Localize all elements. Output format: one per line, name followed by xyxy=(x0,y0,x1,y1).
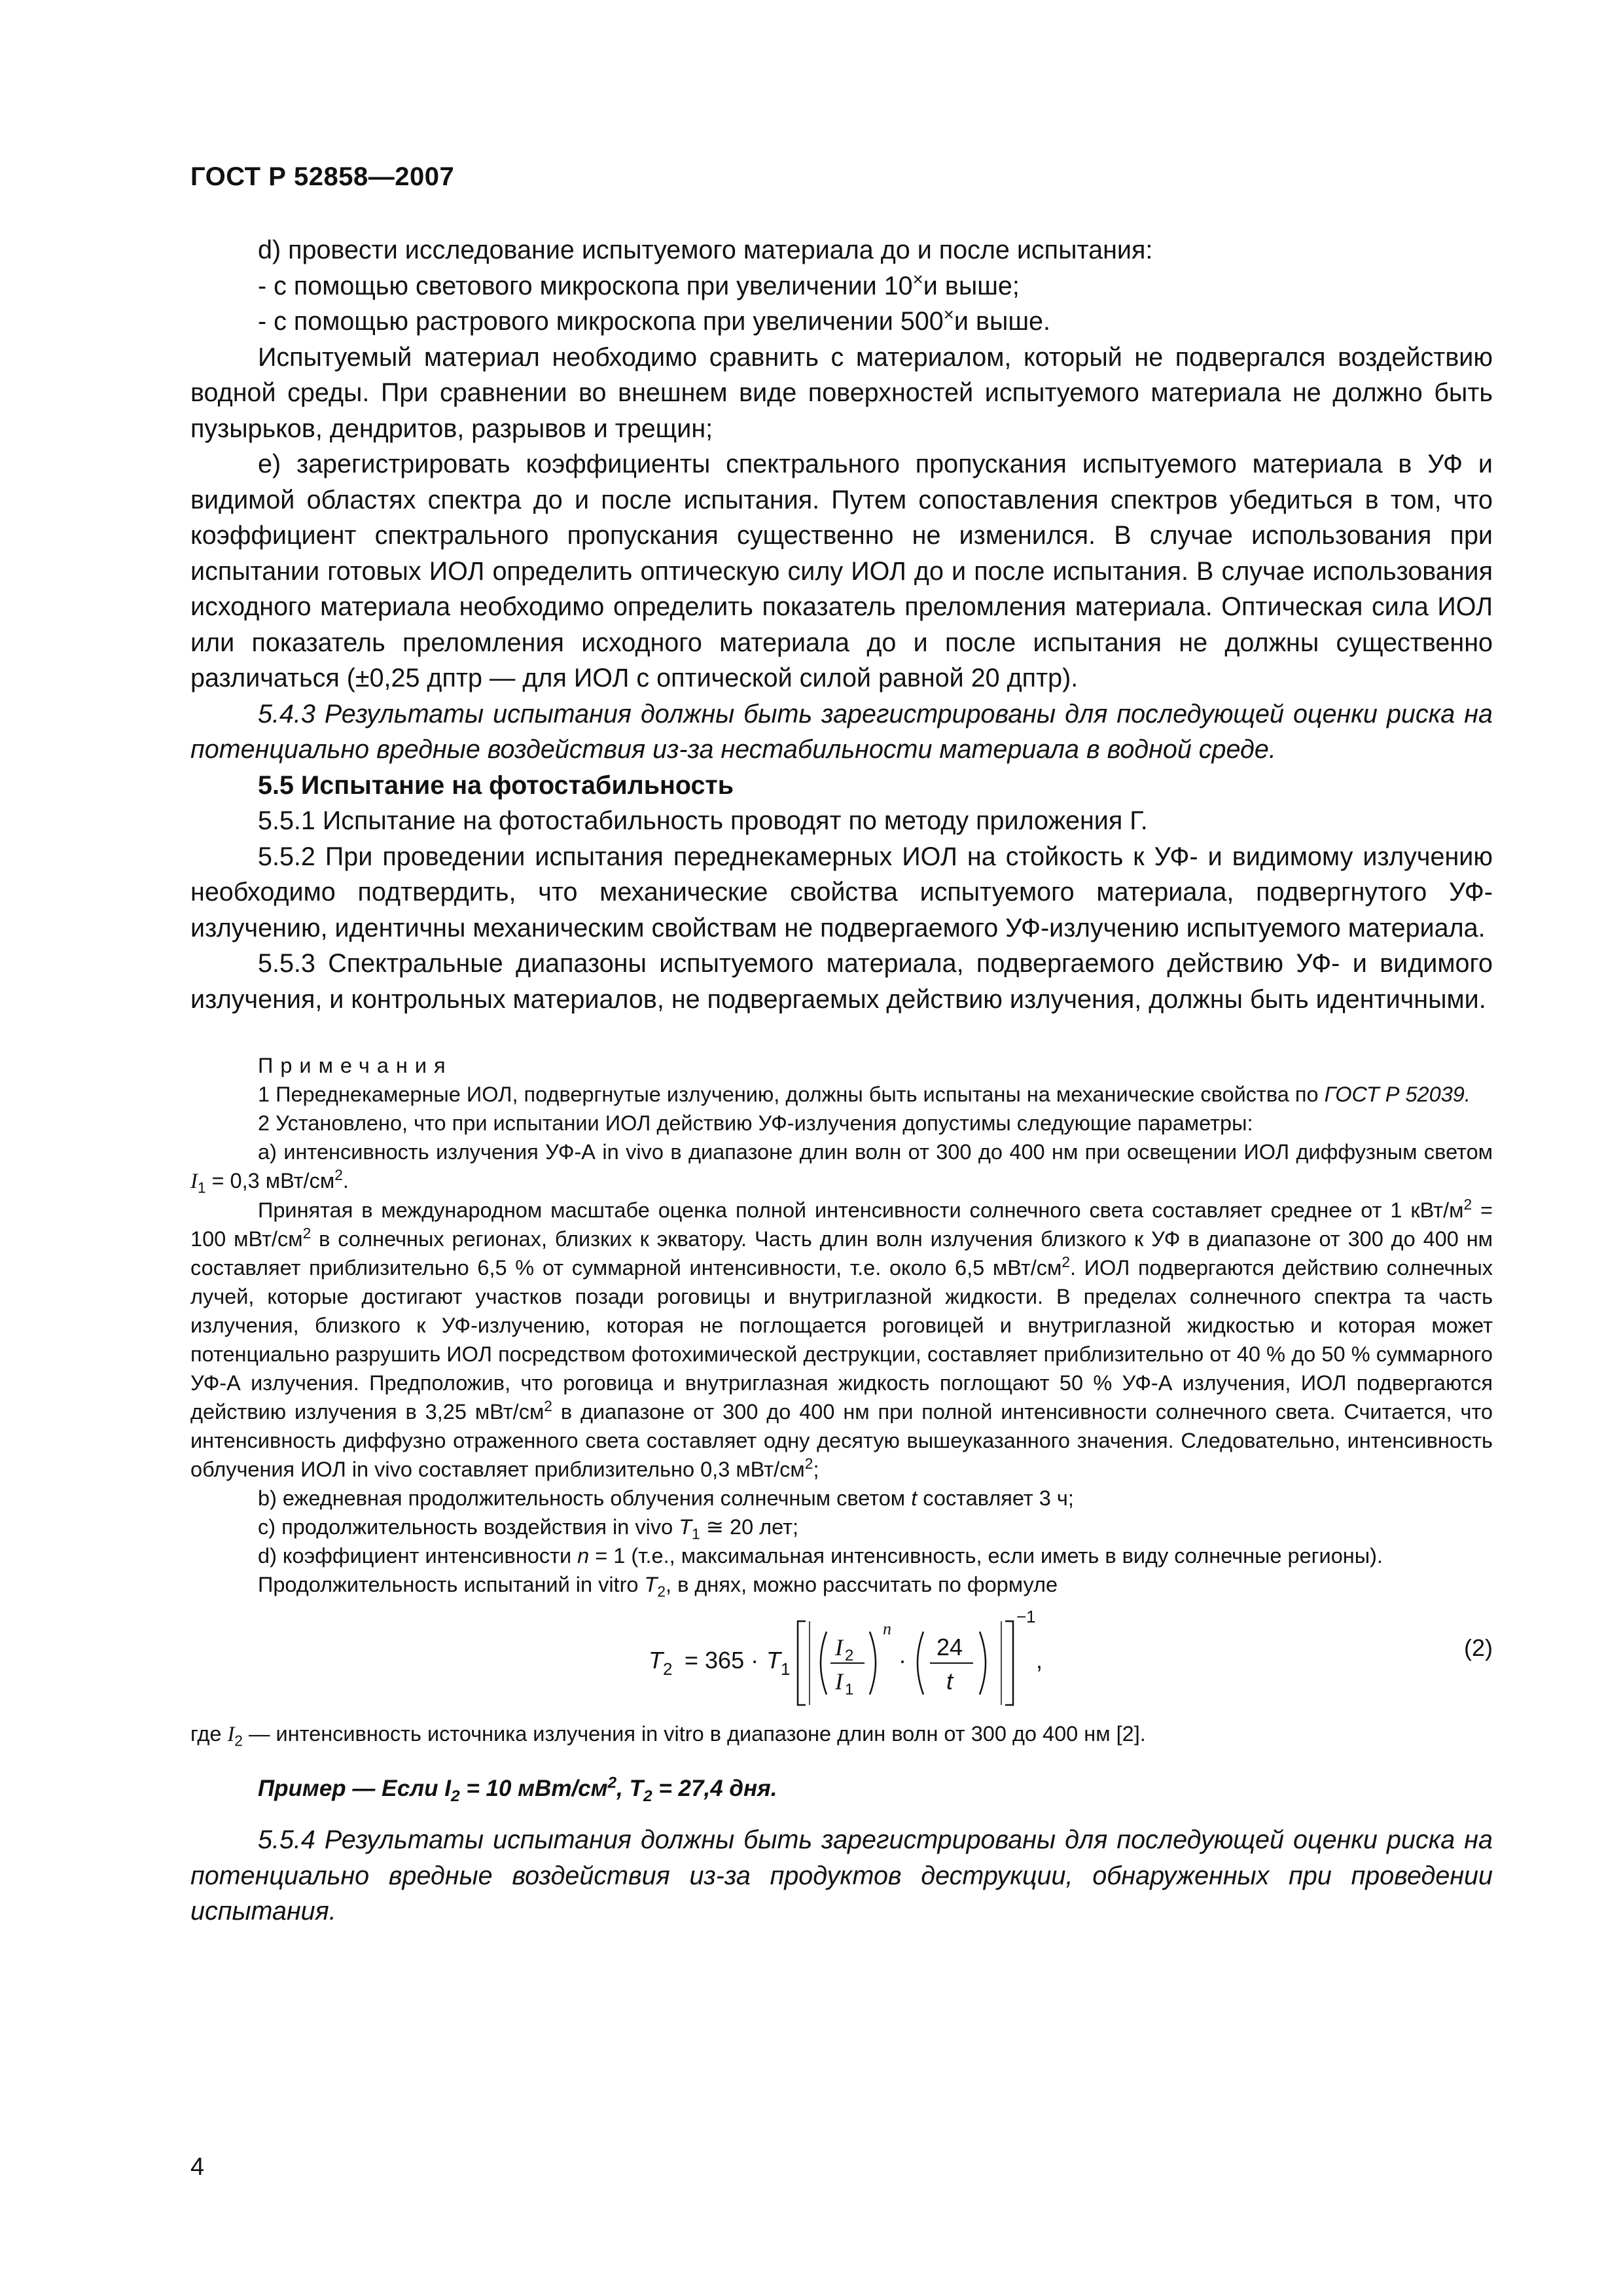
note-2: 2 Установлено, что при испытании ИОЛ действию УФ-излучения допустимы следующие параметры: xyxy=(258,1111,1253,1135)
note-2-solar-paragraph: Принятая в международном масштабе оценка полной интенсивности солнечного света составляет среднее от 1 кВт/$м^2 = 100$ мВт/$см^2$ в солнечных регионах, близких к экватору. Часть длин волн излучения близкого к УФ в диапазоне от 300 до 400 нм составляет приблизительно 6,5 % от суммарной интенсивности, т.е. около 6,5 мВт/$см^2$. ИОЛ подвергаются действию солнечных лучей, которые достигают участков позади роговицы и внутриглазной жидкости. В пределах солнечного спектра та часть излучения, близкого к УФ-излучению, которая не поглощается роговицей и внутриглазной жидкостью и которая может потенциально разрушить ИОЛ посредством фотохимической деструкции, составляет приблизительно от 40 % до 50 % суммарного УФ-А излучения. Предположив, что роговица и внутриглазная жидкость поглощают 50 % УФ-А излучения, ИОЛ подвергаются действию излучения в 3,25 мВт/$см^2$ в диапазоне от 300 до 400 нм при полной интенсивности солнечного света. Считается, что интенсивность диффузно отраженного света составляет одну десятую вышеуказанного значения. Следовательно, интенсивность облучения ИОЛ in vivo составляет приблизительно 0,3 мВт/$см^2$; xyxy=(190,1196,1493,1481)
fraction-1-numerator-sub: 2 xyxy=(845,1647,854,1664)
paren-1-right xyxy=(870,1632,876,1695)
fraction-1-numerator: I xyxy=(835,1634,843,1660)
note-1: 1 Переднекамерные ИОЛ, подвергнутые излучению, должны быть испытаны на механические свойства по ГОСТ Р 52039. xyxy=(258,1083,1471,1106)
document-header: ГОСТ Р 52858—2007 xyxy=(190,162,455,191)
exponent-n: n xyxy=(883,1619,891,1638)
clause-5-5-3: 5.5.3 Спектральные диапазоны испытуемого материала, подвергаемого действию УФ- и видимого излучения, и контрольных материалов, не подвергаемых действию излучения, должны быть идентичными. xyxy=(190,949,1493,1014)
example: Пример — Если $I_2 = 10$ мВт/$см^2$, $T_2 = 27,4$ дня. xyxy=(258,1774,777,1805)
item-e: е) зарегистрировать коэффициенты спектрального пропускания испытуемого материала в УФ и видимой областях спектра до и после испытания. Путем сопоставления спектров убедиться в том, что коэффициент спектрального пропускания существенно не изменился. В случае использования при испытании готовых ИОЛ определить оптическую силу ИОЛ до и после испытания. В случае использования исходного материала необходимо определить показатель преломления материала. Оптическая сила ИОЛ или показатель преломления исходного материала до и после испытания не должны существенно различаться (±0,25 дптр — для ИОЛ с оптической силой равной 20 дптр). xyxy=(190,450,1493,692)
paren-2-left xyxy=(918,1632,923,1695)
fraction-2-denominator: t xyxy=(946,1668,954,1695)
note-2-item-c: с) продолжительность воздействия in vivo $T_1$ ≅ 20 лет; xyxy=(258,1515,799,1543)
section-5-5-heading: 5.5 Испытание на фотостабильность xyxy=(258,770,734,800)
notes-heading: Примечания xyxy=(258,1054,453,1077)
item-d: d) провести исследование испытуемого материала до и после испытания: xyxy=(258,236,1153,264)
note-2-item-b: b) ежедневная продолжительность облучения солнечным светом t составляет 3 ч; xyxy=(258,1486,1074,1510)
where-clause: где $I_2$ — интенсивность источника излучения in vitro в диапазоне длин волн от 300 до 400 нм [2]. xyxy=(190,1722,1146,1749)
page-content xyxy=(190,232,1493,1929)
formula-trailing-comma: , xyxy=(1036,1647,1043,1674)
page-number: 4 xyxy=(190,2153,205,2181)
clause-5-4-3: 5.4.3 Результаты испытания должны быть зарегистрированы для последующей оценки риска на потенциально вредные воздействия из-за нестабильности материала в водной среде. xyxy=(190,699,1493,764)
formula-t1: T xyxy=(766,1647,781,1674)
formula-const: = 365 · xyxy=(685,1647,759,1674)
duration-intro: Продолжительность испытаний in vitro $T_2$, в днях, можно рассчитать по формуле xyxy=(258,1573,1058,1600)
clause-5-5-1: 5.5.1 Испытание на фотостабильность проводят по методу приложения Г. xyxy=(258,806,1148,835)
formula-t1-sub: 1 xyxy=(781,1659,791,1679)
item-d-bullet-1: - с помощью светового микроскопа при увеличении 10×и выше; xyxy=(258,268,1020,300)
notes-block xyxy=(190,1051,1493,1805)
outer-bracket-left xyxy=(798,1621,806,1705)
note-1-reference: ГОСТ Р 52039. xyxy=(1324,1083,1471,1106)
formula-lhs: T xyxy=(649,1647,663,1674)
fraction-1-denominator-sub: 1 xyxy=(845,1681,854,1698)
formula-2 xyxy=(190,1608,1493,1713)
formula-lhs-sub: 2 xyxy=(663,1659,673,1679)
paren-1-left xyxy=(821,1632,827,1695)
exponent-outer: −1 xyxy=(1016,1608,1036,1626)
note-2-item-d: d) коэффициент интенсивности n = 1 (т.е., максимальная интенсивность, если иметь в виду солнечные регионы). xyxy=(258,1544,1383,1568)
compare-paragraph: Испытуемый материал необходимо сравнить с материалом, который не подвергался воздействию водной среды. При сравнении во внешнем виде поверхностей испытуемого материала не должно быть пузырьков, дендритов, разрывов и трещин; xyxy=(190,342,1493,443)
outer-bracket-right xyxy=(1005,1621,1013,1705)
fraction-2-numerator: 24 xyxy=(936,1634,963,1660)
clause-5-5-2: 5.5.2 При проведении испытания переднекамерных ИОЛ на стойкость к УФ- и видимому излучению необходимо подтвердить, что механические свойства испытуемого материала, подвергнутого УФ-излучению, идентичны механическим свойствам не подвергаемого УФ-излучению испытуемого материала. xyxy=(190,842,1493,942)
note-2-item-a: а) интенсивность излучения УФ-А in vivo в диапазоне длин волн от 300 до 400 нм при освещении ИОЛ диффузным светом $I_1 = 0,3$ мВт/$см^2$. xyxy=(190,1140,1493,1196)
formula-number: (2) xyxy=(1464,1634,1493,1661)
item-d-bullet-2: - с помощью растрового микроскопа при увеличении 500×и выше. xyxy=(258,304,1050,336)
clause-5-5-4: 5.5.4 Результаты испытания должны быть зарегистрированы для последующей оценки риска на потенциально вредные воздействия из-за продуктов деструкции, обнаруженных при проведении испытания. xyxy=(190,1825,1493,1926)
fraction-1-denominator: I xyxy=(835,1668,843,1695)
formula-graphic xyxy=(649,1608,1238,1713)
formula-dot: · xyxy=(899,1647,906,1674)
paren-2-right xyxy=(980,1632,986,1695)
